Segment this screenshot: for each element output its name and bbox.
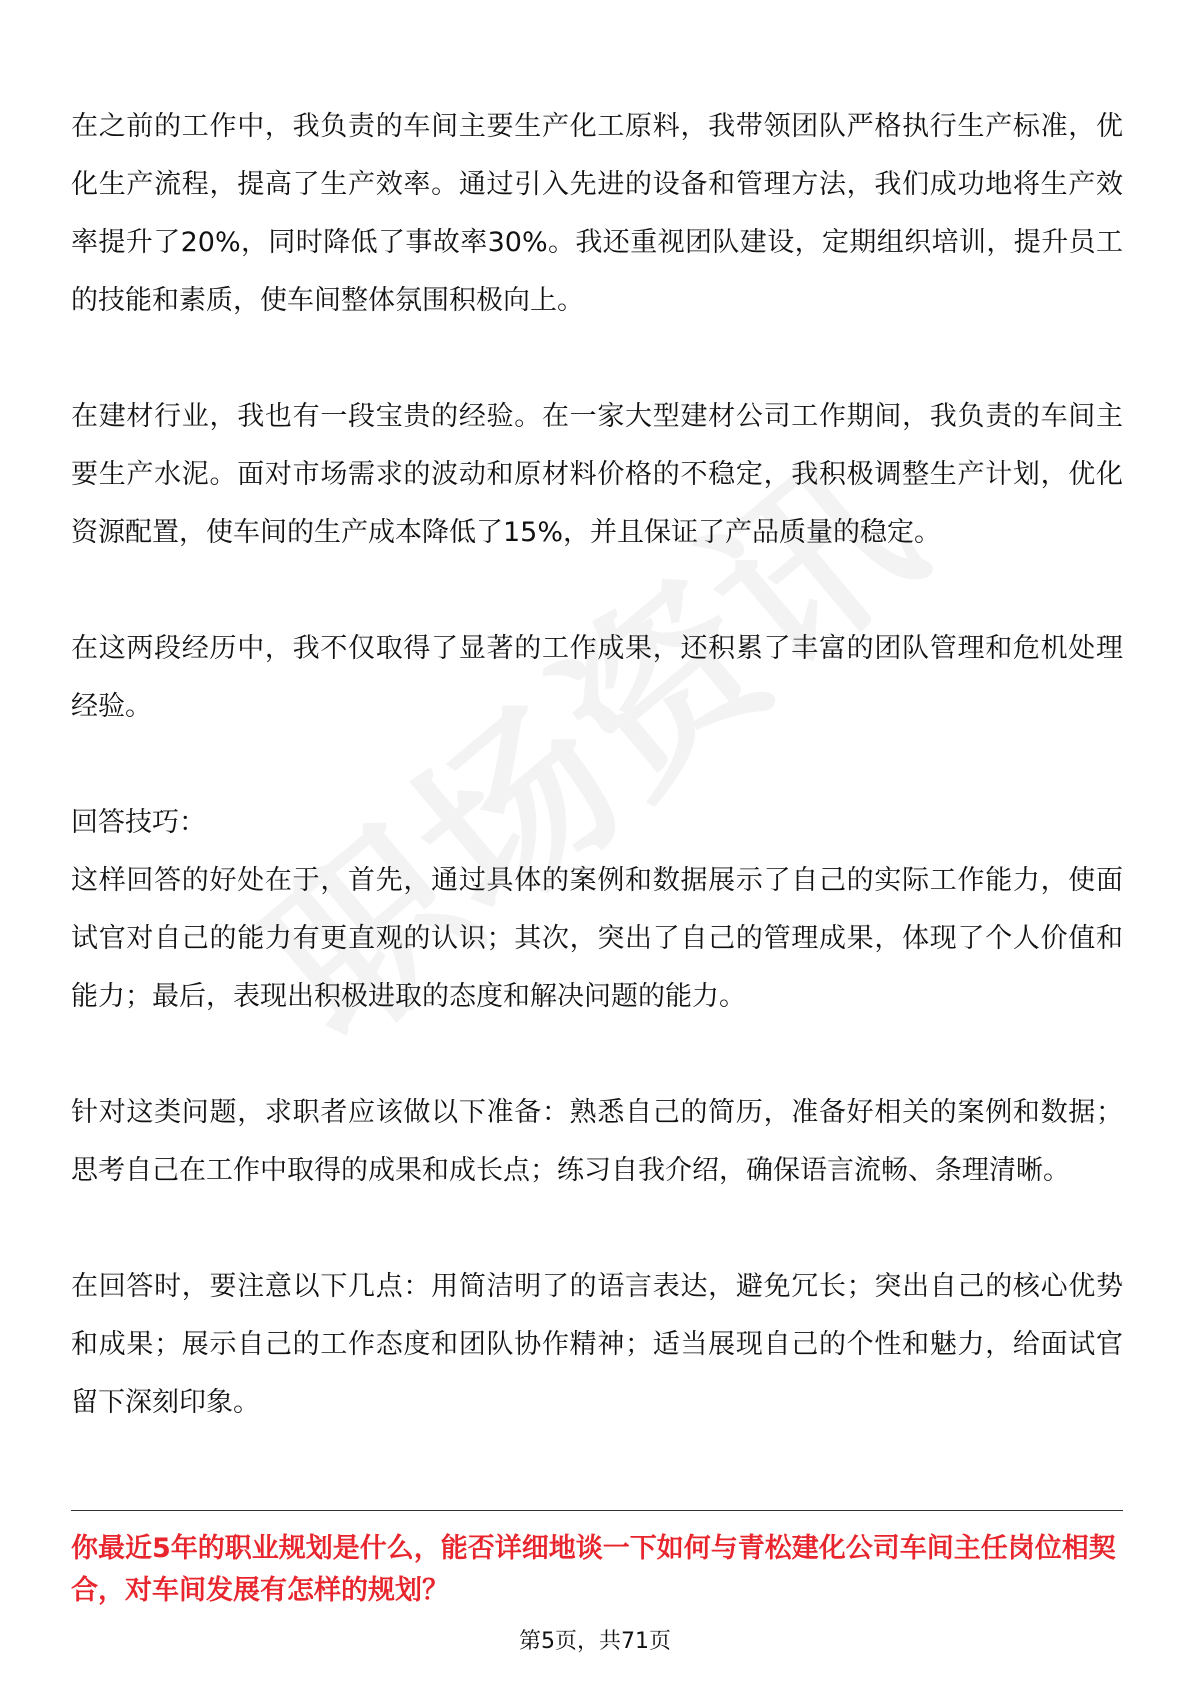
tips-body: 这样回答的好处在于，首先，通过具体的案例和数据展示了自己的实际工作能力，使面试官对自己的能力有更直观的认识；其次，突出了自己的管理成果，体现了个人价值和能力；最后，表现出积极进取的态度和解决问题的能力。 [71, 865, 1123, 1012]
paragraph-experience-summary: 在这两段经历中，我不仅取得了显著的工作成果，还积累了丰富的团队管理和危机处理经验。 [71, 633, 1123, 722]
paragraph-experience-chemical: 在之前的工作中，我负责的车间主要生产化工原料，我带领团队严格执行生产标准，优化生产流程，提高了生产效率。通过引入先进的设备和管理方法，我们成功地将生产效率提升了20%，同时降低了事故率30%。我还重视团队建设，定期组织培训，提升员工的技能和素质，使车间整体氛围积极向上。 [71, 111, 1123, 316]
paragraph-notes: 在回答时，要注意以下几点：用简洁明了的语言表达，避免冗长；突出自己的核心优势和成果；展示自己的工作态度和团队协作精神；适当展现自己的个性和魅力，给面试官留下深刻印象。 [71, 1271, 1123, 1418]
document-body [71, 98, 1123, 1432]
next-question-heading: 你最近5年的职业规划是什么，能否详细地谈一下如何与青松建化公司车间主任岗位相契合，对车间发展有怎样的规划？ [71, 1533, 1116, 1606]
page-footer [0, 1624, 1190, 1655]
page-number: 第5页，共71页 [519, 1629, 671, 1654]
section-divider [71, 1510, 1123, 1511]
paragraph-experience-building-materials: 在建材行业，我也有一段宝贵的经验。在一家大型建材公司工作期间，我负责的车间主要生产水泥。面对市场需求的波动和原材料价格的不稳定，我积极调整生产计划，优化资源配置，使车间的生产成本降低了15%，并且保证了产品质量的稳定。 [71, 401, 1123, 548]
paragraph-preparation: 针对这类问题，求职者应该做以下准备：熟悉自己的简历，准备好相关的案例和数据；思考自己在工作中取得的成果和成长点；练习自我介绍，确保语言流畅、条理清晰。 [71, 1097, 1123, 1186]
tips-heading: 回答技巧： [71, 807, 206, 838]
